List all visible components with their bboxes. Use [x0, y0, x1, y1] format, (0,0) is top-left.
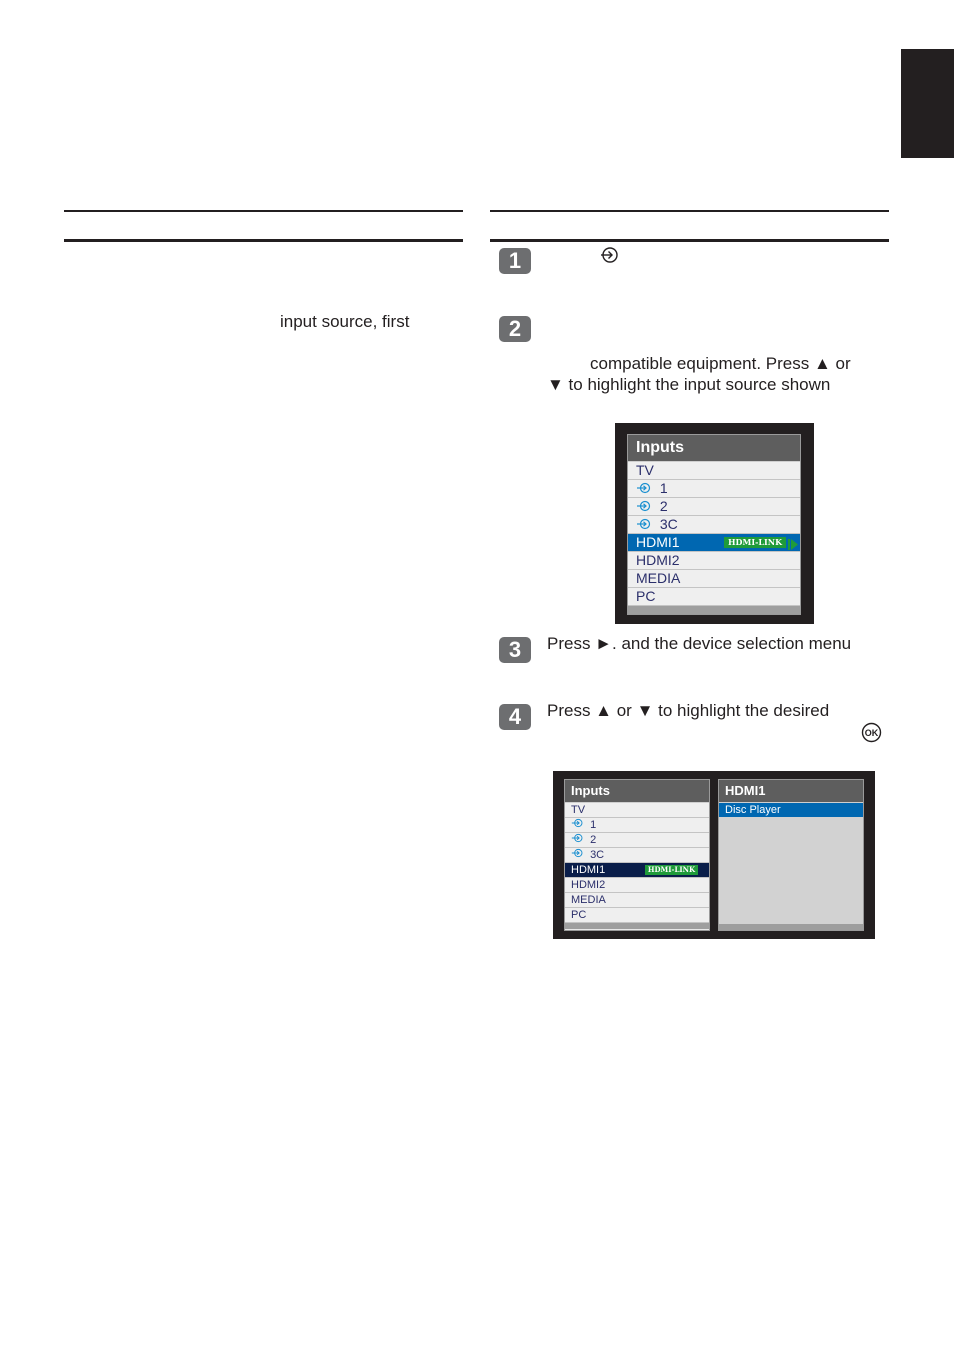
hdmi-link-badge: HDMI-LINK: [645, 865, 698, 875]
inputs-menu-title: Inputs: [628, 435, 800, 462]
inputs-menu: [627, 434, 801, 615]
left-bottom-rule: [64, 239, 463, 242]
step-1-badge: 1: [499, 248, 531, 274]
left-text-1: input source, first: [280, 312, 410, 331]
input-source-icon: [571, 818, 584, 832]
input-source-icon: [636, 517, 652, 534]
menu-item-tv[interactable]: TV: [565, 803, 709, 818]
menu-footer: [628, 606, 800, 614]
inputs-menu-screen: [615, 423, 814, 624]
menu-item-hdmi2[interactable]: HDMI2: [628, 552, 800, 570]
step-2-line-1: compatible equipment. Press ▲ or: [590, 354, 851, 373]
input-source-icon: [599, 246, 619, 269]
device-panel-footer: [719, 924, 863, 930]
input-source-icon: [636, 481, 652, 498]
menu-item-pc[interactable]: PC: [628, 588, 800, 606]
right-bottom-rule: [490, 239, 889, 242]
step-4-text: Press ▲ or ▼ to highlight the desired: [547, 701, 830, 720]
step-2-line-2: ▼ to highlight the input source shown: [547, 375, 831, 394]
inputs-menu-small-title: Inputs: [565, 780, 709, 803]
menu-item-tv[interactable]: TV: [628, 462, 800, 480]
inputs-menu-small: [564, 779, 710, 931]
menu-item-input-3c[interactable]: 3C: [628, 516, 800, 534]
chapter-tab: [901, 49, 954, 158]
menu-item-pc[interactable]: PC: [565, 908, 709, 923]
menu-item-media[interactable]: MEDIA: [628, 570, 800, 588]
input-source-icon: [636, 499, 652, 516]
step-4-badge: 4: [499, 704, 531, 730]
step-3-text: Press ►. and the device selection menu: [547, 634, 852, 653]
menu-item-input-3c[interactable]: 3C: [565, 848, 709, 863]
step-2-badge: 2: [499, 316, 531, 342]
menu-item-hdmi2[interactable]: HDMI2: [565, 878, 709, 893]
right-top-rule: [490, 210, 889, 212]
device-panel: [718, 779, 864, 931]
ok-button-icon: [861, 722, 882, 748]
input-source-icon: [571, 848, 584, 862]
menu-item-input-2[interactable]: 2: [565, 833, 709, 848]
step-3-badge: 3: [499, 637, 531, 663]
device-item-disc-player[interactable]: Disc Player: [719, 803, 863, 817]
menu-footer: [565, 923, 709, 929]
menu-item-input-1[interactable]: 1: [565, 818, 709, 833]
menu-item-hdmi1[interactable]: HDMI1 HDMI-LINK: [628, 534, 800, 552]
device-selection-screen: [553, 771, 875, 939]
left-top-rule: [64, 210, 463, 212]
menu-item-media[interactable]: MEDIA: [565, 893, 709, 908]
menu-item-input-2[interactable]: 2: [628, 498, 800, 516]
device-panel-title: HDMI1: [719, 780, 863, 803]
menu-item-hdmi1[interactable]: HDMI1 HDMI-LINK: [565, 863, 709, 878]
ok-icon-label: OK: [864, 728, 879, 738]
hdmi-link-badge: HDMI-LINK: [724, 537, 786, 548]
input-source-icon: [571, 833, 584, 847]
menu-item-input-1[interactable]: 1: [628, 480, 800, 498]
